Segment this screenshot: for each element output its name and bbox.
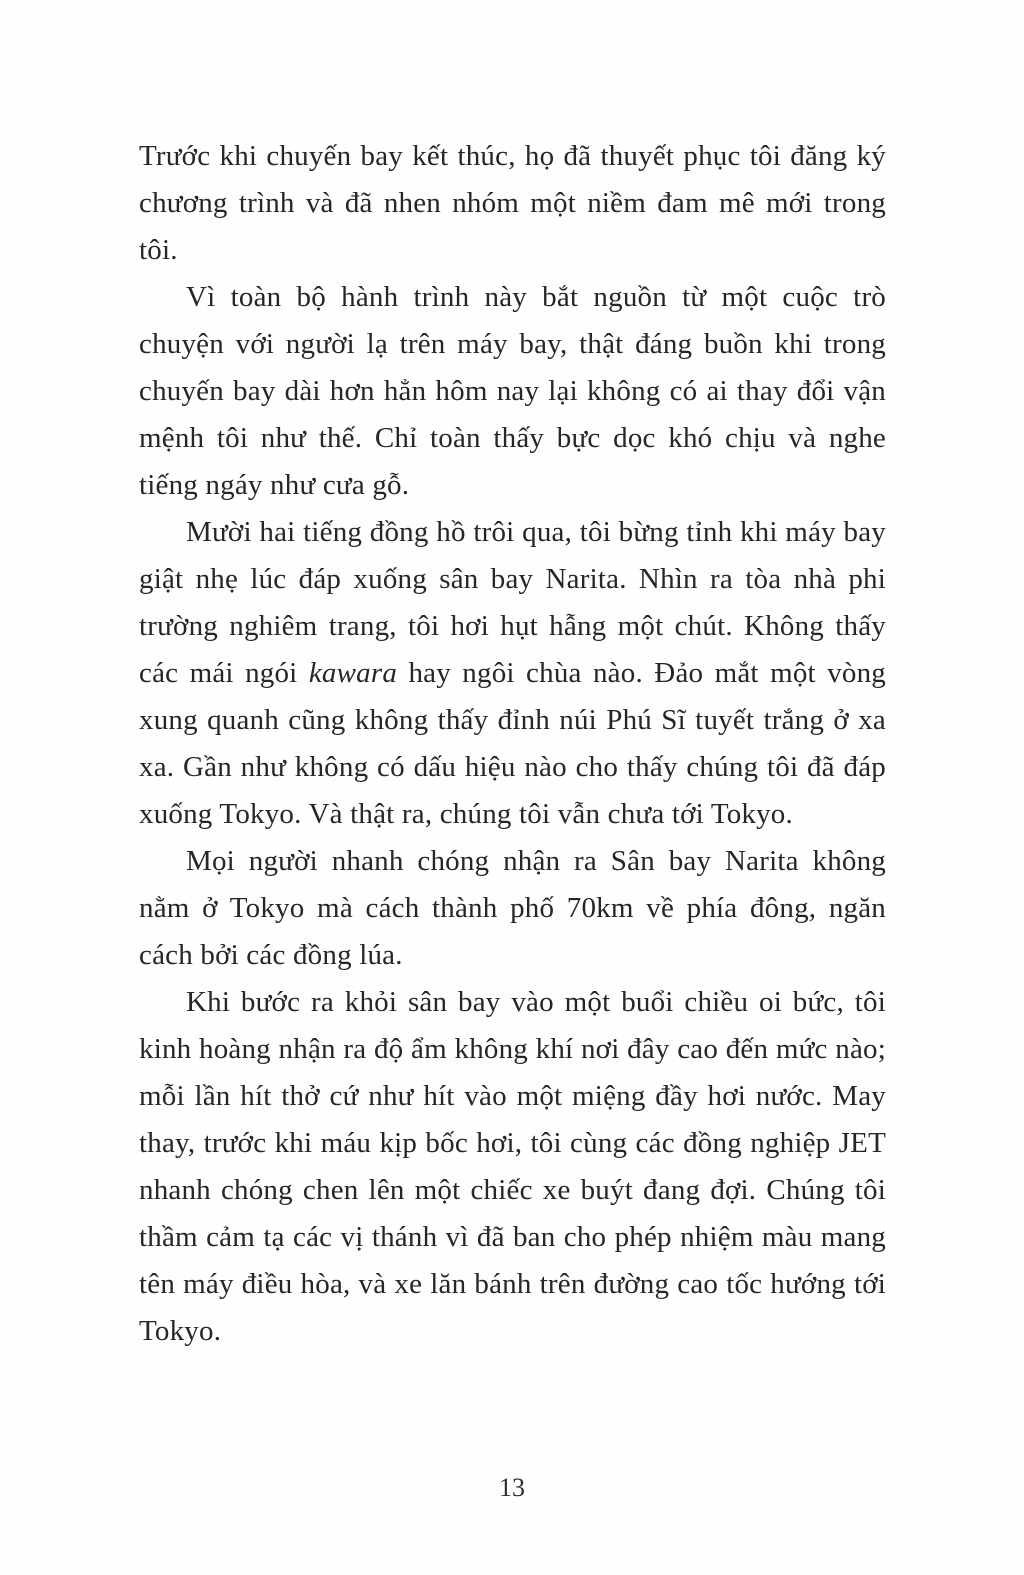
italic-term: kawara — [308, 657, 398, 689]
paragraph — [139, 838, 886, 979]
page-number: 13 — [499, 1473, 525, 1502]
paragraph — [139, 274, 886, 509]
paragraph — [139, 509, 886, 838]
paragraph — [139, 133, 886, 274]
paragraph-text: Khi bước ra khỏi sân bay vào một buổi chiều oi bức, tôi kinh hoàng nhận ra độ ẩm không khí nơi đây cao đến mức nào; mỗi lần hít thở cứ như hít vào một miệng đầy hơi nước. May thay, trước khi máu kịp bốc hơi, tôi cùng các đồng nghiệp JET nhanh chóng chen lên một chiếc xe buýt đang đợi. Chúng tôi thầm cảm tạ các vị thánh vì đã ban cho phép nhiệm màu mang tên máy điều hòa, và xe lăn bánh trên đường cao tốc hướng tới Tokyo. — [139, 986, 886, 1347]
paragraph — [139, 979, 886, 1355]
paragraph-text: Mười hai tiếng đồng hồ trôi qua, tôi bừng tỉnh khi máy bay giật nhẹ lúc đáp xuống sân bay Narita. Nhìn ra tòa nhà phi trường nghiêm trang, tôi hơi hụt hẫng một chút. Không thấy các mái ngói — [139, 516, 886, 689]
paragraph-text: hay ngôi chùa nào. Đảo mắt một vòng xung quanh cũng không thấy đỉnh núi Phú Sĩ tuyết trắng ở xa xa. Gần như không có dấu hiệu nào cho thấy chúng tôi đã đáp xuống Tokyo. Và thật ra, chúng tôi vẫn chưa tới Tokyo. — [139, 657, 886, 830]
paragraph-text: Mọi người nhanh chóng nhận ra Sân bay Narita không nằm ở Tokyo mà cách thành phố 70km về phía đông, ngăn cách bởi các đồng lúa. — [139, 845, 886, 971]
paragraph-text: Trước khi chuyến bay kết thúc, họ đã thuyết phục tôi đăng ký chương trình và đã nhen nhóm một niềm đam mê mới trong tôi. — [139, 140, 886, 266]
body-text — [139, 133, 886, 1355]
paragraph-text: Vì toàn bộ hành trình này bắt nguồn từ một cuộc trò chuyện với người lạ trên máy bay, thật đáng buồn khi trong chuyến bay dài hơn hẳn hôm nay lại không có ai thay đổi vận mệnh tôi như thế. Chỉ toàn thấy bực dọc khó chịu và nghe tiếng ngáy như cưa gỗ. — [139, 281, 886, 501]
